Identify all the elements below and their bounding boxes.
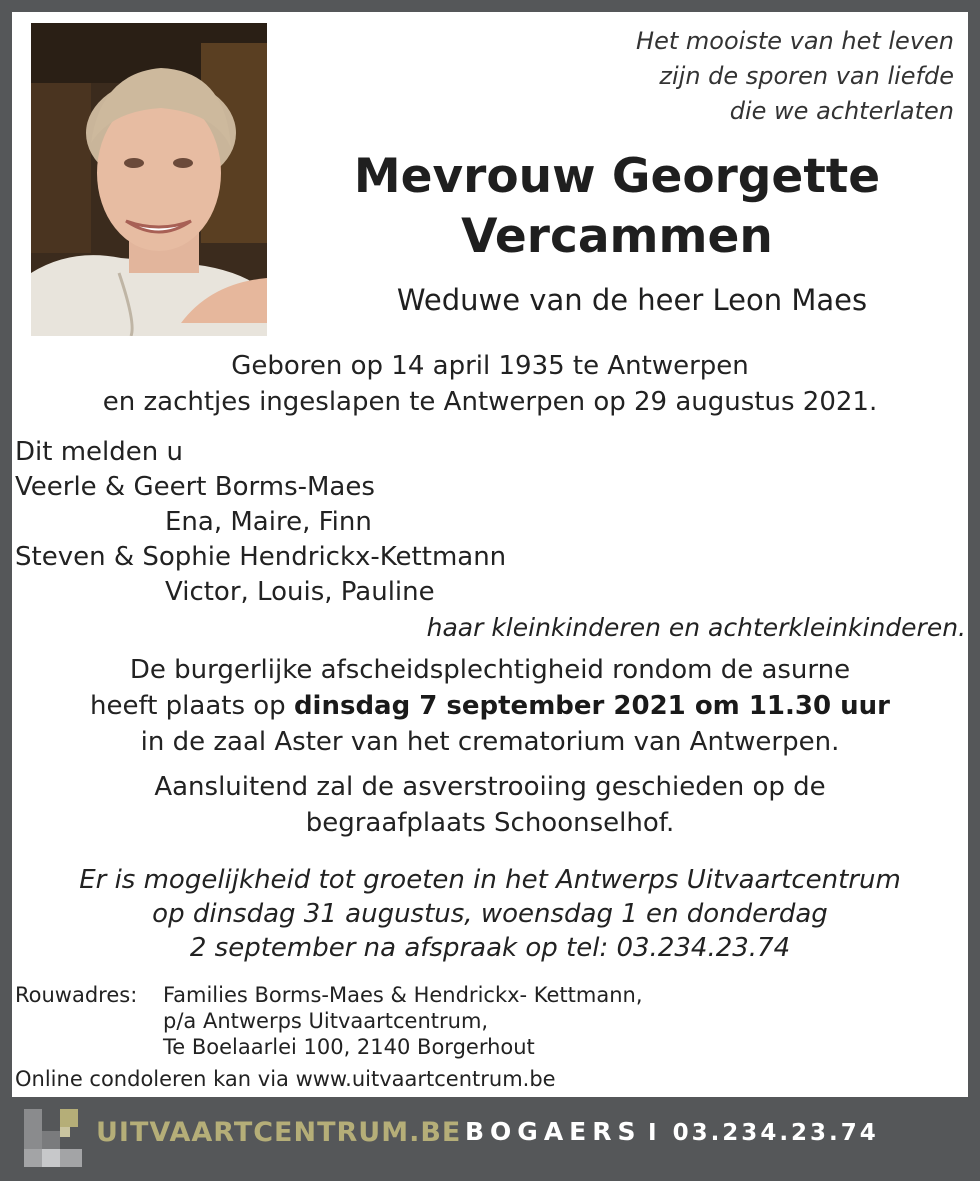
address-lines (163, 982, 643, 1060)
family-member: Ena, Maire, Finn (165, 507, 372, 537)
ceremony-prefix: heeft plaats op (90, 691, 294, 721)
family-member: Steven & Sophie Hendrickx-Kettmann (15, 542, 507, 572)
deceased-name (332, 147, 902, 267)
name-line-1: Mevrouw Georgette (353, 149, 881, 204)
ceremony-line-1: De burgerlijke afscheidsplechtigheid rondom de asurne (129, 655, 851, 685)
address-line: p/a Antwerps Uitvaartcentrum, (163, 1009, 489, 1033)
quote-line: Het mooiste van het leven (636, 27, 954, 55)
ceremony-date: dinsdag 7 september 2021 om 11.30 uur (293, 691, 890, 721)
death-line: en zachtjes ingeslapen te Antwerpen op 29 augustus 2021. (102, 387, 878, 417)
obituary-card (12, 12, 968, 1097)
spouse-line: Weduwe van de heer Leon Maes (396, 283, 868, 317)
visitation-info (12, 863, 968, 965)
firm-name: BOGAERS (465, 1117, 642, 1146)
quote-line: zijn de sporen van liefde (659, 62, 954, 90)
family-intro: Dit melden u (15, 437, 183, 467)
ceremony-line-2 (12, 688, 968, 724)
visit-line-3: 2 september na afspraak op tel: 03.234.23.74 (189, 933, 791, 963)
family-member: Victor, Louis, Pauline (165, 577, 435, 607)
mourning-address (15, 982, 643, 1060)
footer-contact (648, 1120, 879, 1146)
portrait-image (31, 23, 267, 336)
memorial-quote (636, 24, 954, 129)
ceremony-line-3: in de zaal Aster van het crematorium van Antwerpen. (140, 727, 840, 757)
portrait-photo (31, 23, 267, 336)
visit-line-1: Er is mogelijkheid tot groeten in het Antwerps Uitvaartcentrum (79, 865, 901, 895)
footer-bar (0, 1097, 980, 1181)
family-member: Veerle & Geert Borms-Maes (15, 472, 375, 502)
quote-line: die we achterlaten (729, 97, 954, 125)
footer-phone: 03.234.23.74 (672, 1120, 879, 1146)
family-list (15, 435, 506, 610)
address-line: Families Borms-Maes & Hendrickx- Kettmann, (163, 983, 643, 1007)
birth-line: Geboren op 14 april 1935 te Antwerpen (231, 351, 749, 381)
separator: I (648, 1120, 657, 1146)
descendants-line: haar kleinkinderen en achterkleinkinderen. (426, 613, 966, 642)
scattering-line-2: begraafplaats Schoonselhof. (305, 808, 675, 838)
scattering-info (12, 769, 968, 841)
name-line-2: Vercammen (461, 209, 773, 264)
scattering-line-1: Aansluitend zal de asverstrooiing geschieden op de (154, 772, 826, 802)
visit-line-2: op dinsdag 31 augustus, woensdag 1 en donderdag (152, 899, 828, 929)
address-line: Te Boelaarlei 100, 2140 Borgerhout (163, 1035, 535, 1059)
address-label: Rouwadres: (15, 983, 138, 1007)
uitvaartcentrum-logo-icon (24, 1109, 82, 1167)
brand-name: UITVAARTCENTRUM.BE (96, 1117, 462, 1148)
birth-death-info (12, 348, 968, 420)
online-condolences: Online condoleren kan via www.uitvaartcentrum.be (15, 1067, 556, 1091)
ceremony-info (12, 652, 968, 760)
